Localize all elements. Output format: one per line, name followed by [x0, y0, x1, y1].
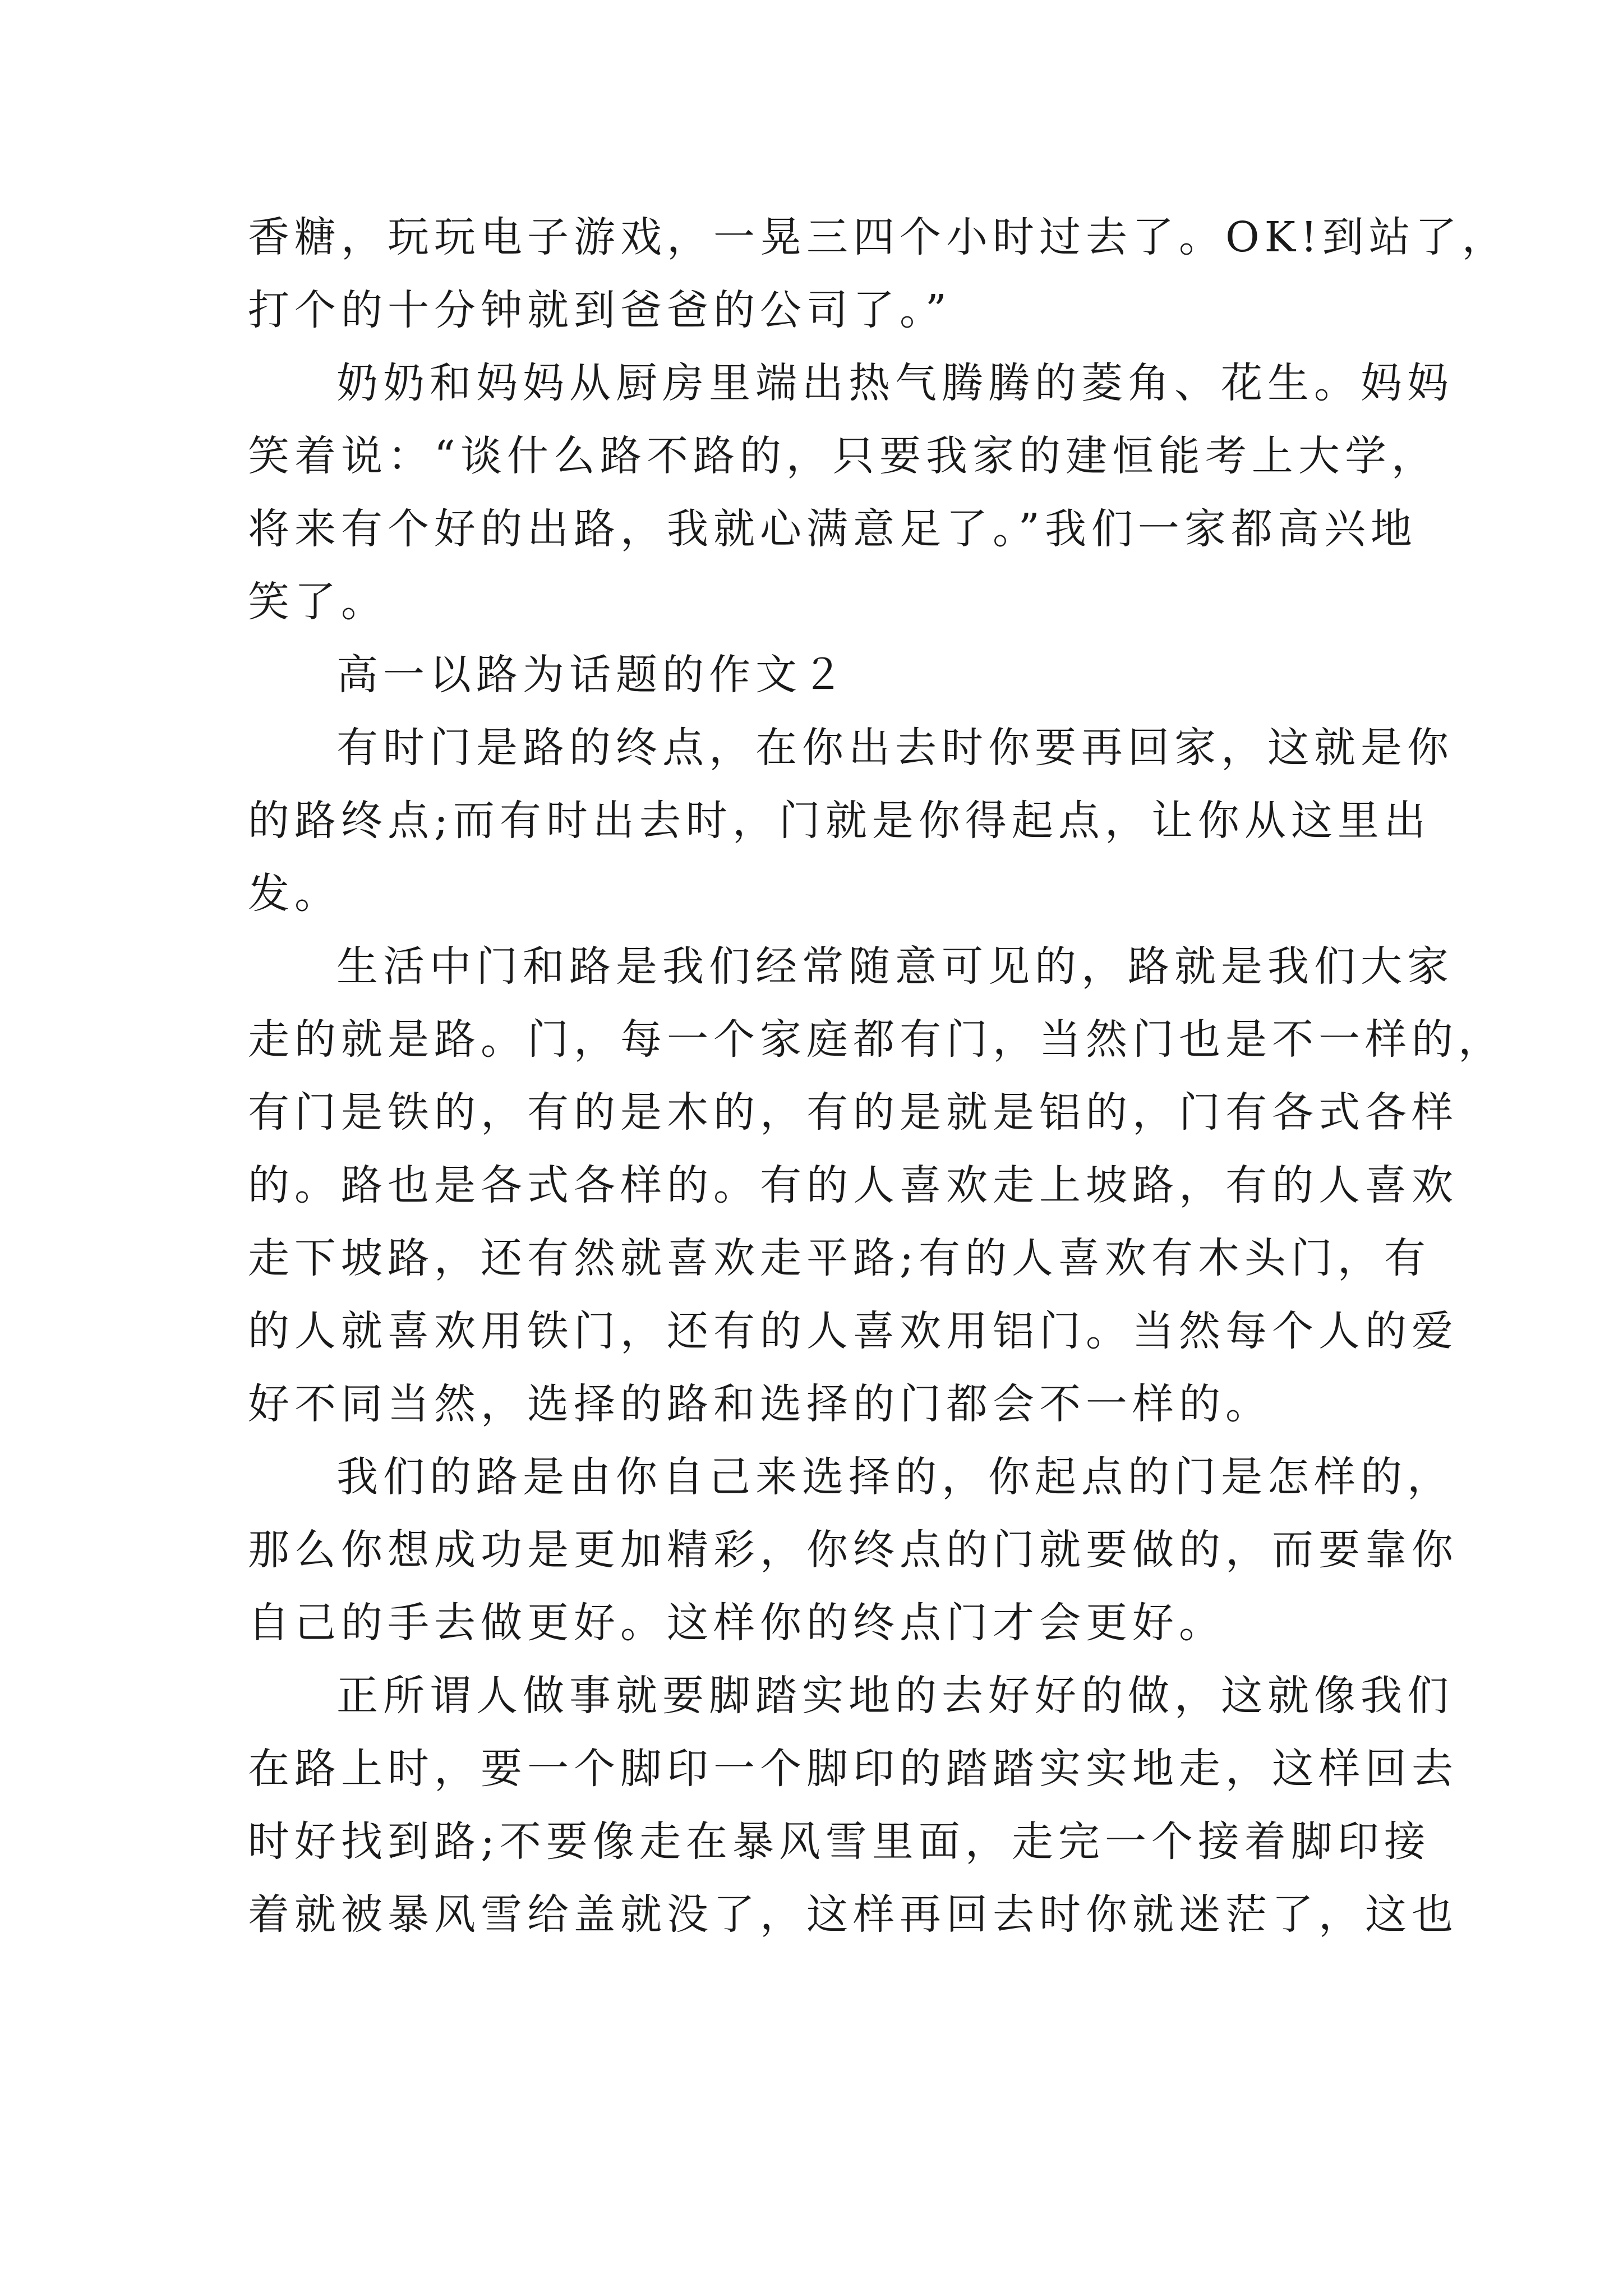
text-line: 好不同当然，选择的路和选择的门都会不一样的。: [248, 1380, 1272, 1428]
text-line: 奶奶和妈妈从厨房里端出热气腾腾的菱角、花生。妈妈: [336, 359, 1454, 407]
text-line: 那么你想成功是更加精彩，你终点的门就要做的，而要靠你: [248, 1526, 1458, 1574]
text-line: 发。: [248, 869, 341, 918]
text-line: 生活中门和路是我们经常随意可见的，路就是我们大家: [336, 942, 1454, 991]
text-line: 香糖，玩玩电子游戏，一晃三四个小时过去了。OK!到站了，: [248, 213, 1509, 261]
text-line: 着就被暴风雪给盖就没了，这样再回去时你就迷茫了，这也: [248, 1890, 1458, 1939]
text-line: 笑了。: [248, 578, 388, 626]
text-line: 时好找到路;不要像走在暴风雪里面，走完一个接着脚印接: [248, 1818, 1431, 1866]
text-line: 将来有个好的出路，我就心满意足了。”我们一家都高兴地: [248, 505, 1417, 553]
text-line: 我们的路是由你自己来选择的，你起点的门是怎样的，: [336, 1453, 1454, 1501]
text-line: 高一以路为话题的作文２: [336, 651, 849, 699]
text-line: 笑着说：“谈什么路不路的，只要我家的建恒能考上大学，: [248, 432, 1438, 480]
text-line: 的。路也是各式各样的。有的人喜欢走上坡路，有的人喜欢: [248, 1161, 1458, 1209]
text-line: 的路终点;而有时出去时，门就是你得起点，让你从这里出: [248, 797, 1431, 845]
text-line: 打个的十分钟就到爸爸的公司了。”: [248, 286, 952, 334]
document-body: [248, 201, 1509, 1951]
text-line: 有时门是路的终点，在你出去时你要再回家，这就是你: [336, 724, 1454, 772]
text-line: 在路上时，要一个脚印一个脚印的踏踏实实地走，这样回去: [248, 1745, 1458, 1793]
text-line: 的人就喜欢用铁门，还有的人喜欢用铝门。当然每个人的爱: [248, 1307, 1458, 1355]
text-line: 正所谓人做事就要脚踏实地的去好好的做，这就像我们: [336, 1672, 1454, 1720]
text-line: 走下坡路，还有然就喜欢走平路;有的人喜欢有木头门，有: [248, 1234, 1431, 1282]
text-line: 有门是铁的，有的是木的，有的是就是铝的，门有各式各样: [248, 1088, 1458, 1137]
text-line: 走的就是路。门，每一个家庭都有门，当然门也是不一样的，: [248, 1015, 1505, 1064]
text-line: 自己的手去做更好。这样你的终点门才会更好。: [248, 1599, 1225, 1647]
